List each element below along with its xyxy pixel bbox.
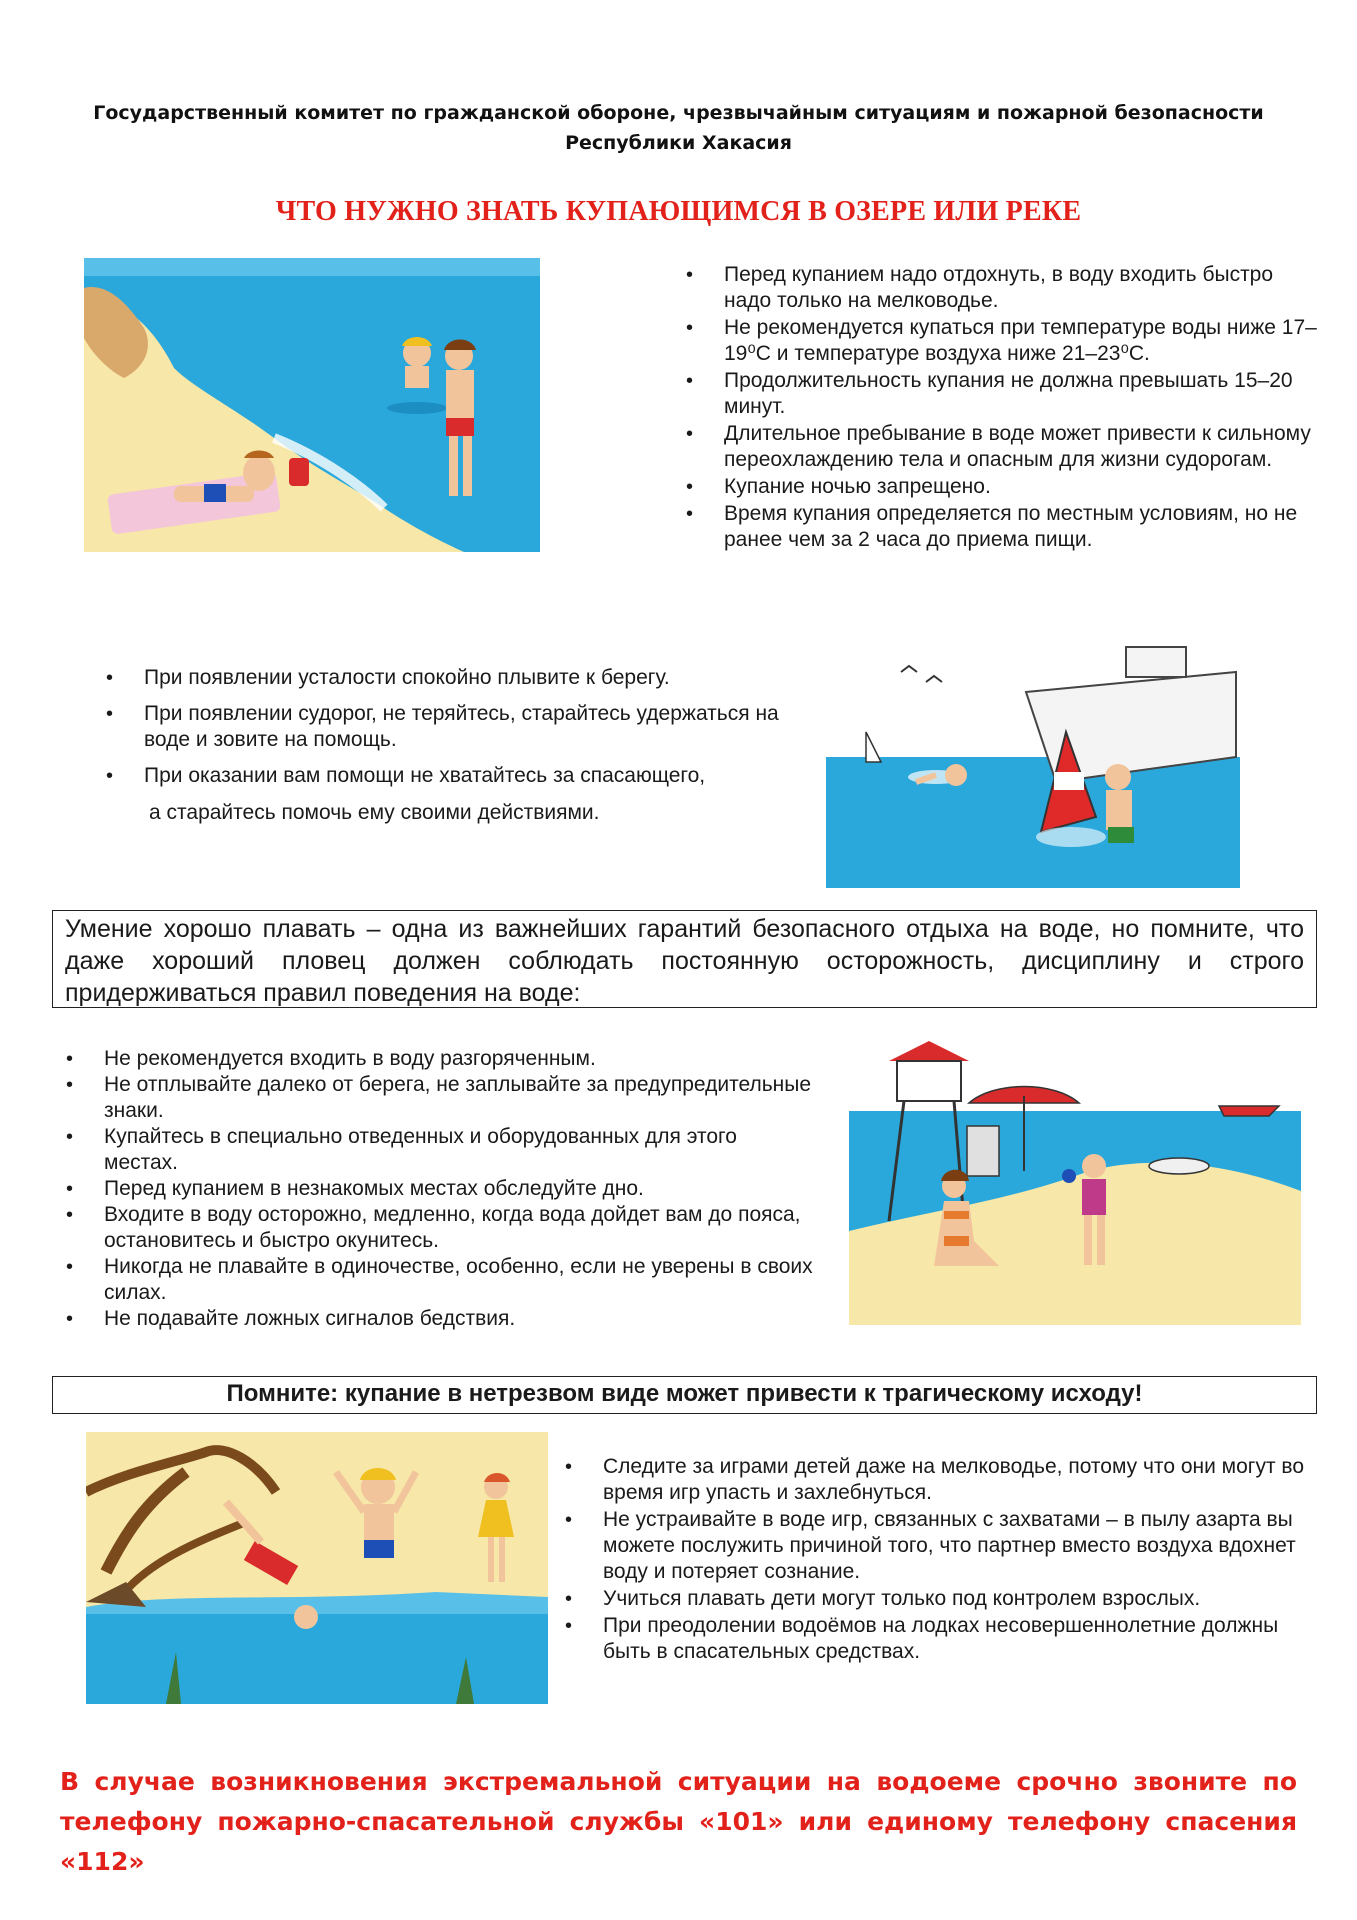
beach-children-illustration-icon <box>84 258 540 552</box>
children-diving-from-tree-illustration-icon <box>86 1432 548 1704</box>
list-item: • Не рекомендуется входить в воду разгоряченным. <box>64 1046 814 1072</box>
list-item: • Входите в воду осторожно, медленно, когда вода дойдет вам до пояса, остановитесь и быстро окунитесь. <box>64 1202 814 1254</box>
list-item: • Перед купанием в незнакомых местах обследуйте дно. <box>64 1176 814 1202</box>
list-item: • Время купания определяется по местным условиям, но не ранее чем за 2 часа до приема пищи. <box>684 501 1324 553</box>
organization-header <box>60 98 1297 158</box>
section3-list <box>64 1046 814 1332</box>
intro-text: Умение хорошо плавать – одна из важнейших гарантий безопасного отдыха на воде, но помните, что даже хороший пловец должен соблюдать постоянную осторожность, дисциплину и строго придерживаться правил поведения на воде: <box>65 915 1304 1007</box>
list-item: • Не устраивайте в воде игр, связанных с захватами – в пылу азарта вы можете послужить причиной того, что партнер вместо воздуха вдохнет воду и потеряет сознание. <box>563 1507 1323 1585</box>
intro-box <box>52 910 1317 1008</box>
section2-continuation: а старайтесь помочь ему своими действиями. <box>149 801 600 824</box>
warning-text: Помните: купание в нетрезвом виде может привести к трагическому исходу! <box>226 1380 1143 1407</box>
organization-name: Государственный комитет по гражданской обороне, чрезвычайным ситуациям и пожарной безопасности <box>93 102 1264 124</box>
list-item: • Учиться плавать дети могут только под контролем взрослых. <box>563 1586 1323 1612</box>
section2-list <box>104 665 804 789</box>
emergency-phone-notice: В случае возникновения экстремальной ситуации на водоеме срочно звоните по телефону пожарно-спасательной службы «101» или единому телефону спасения «112» <box>60 1767 1297 1876</box>
list-item: • Купание ночью запрещено. <box>684 474 1324 500</box>
list-item: • Следите за играми детей даже на мелководье, потому что они могут во время игр упасть и захлебнуться. <box>563 1454 1323 1506</box>
section4-list <box>563 1454 1323 1665</box>
list-item: • Перед купанием надо отдохнуть, в воду входить быстро надо только на мелководье. <box>684 262 1324 314</box>
list-item: • При преодолении водоёмов на лодках несовершеннолетние должны быть в спасательных средствах. <box>563 1613 1323 1665</box>
beach-lifeguard-tower-illustration-icon <box>849 1031 1301 1325</box>
organization-region: Республики Хакасия <box>565 132 792 154</box>
list-item: • При появлении судорог, не теряйтесь, старайтесь удержаться на воде и зовите на помощь. <box>104 701 804 753</box>
list-item: • Не отплывайте далеко от берега, не заплывайте за предупредительные знаки. <box>64 1072 814 1124</box>
list-item: • При появлении усталости спокойно плывите к берегу. <box>104 665 804 691</box>
page-title: ЧТО НУЖНО ЗНАТЬ КУПАЮЩИМСЯ В ОЗЕРЕ ИЛИ РЕКЕ <box>275 196 1082 227</box>
list-item: • Продолжительность купания не должна превышать 15–20 минут. <box>684 368 1324 420</box>
warning-box <box>52 1376 1317 1414</box>
swimmer-ship-buoy-illustration-icon <box>826 632 1240 888</box>
list-item: • Никогда не плавайте в одиночестве, особенно, если не уверены в своих силах. <box>64 1254 814 1306</box>
list-item: • При оказании вам помощи не хватайтесь за спасающего, <box>104 763 804 789</box>
list-item: • Длительное пребывание в воде может привести к сильному переохлаждению тела и опасным для жизни судорогам. <box>684 421 1324 473</box>
list-item: • Купайтесь в специально отведенных и оборудованных для этого местах. <box>64 1124 814 1176</box>
list-item: • Не рекомендуется купаться при температуре воды ниже 17–19⁰С и температуре воздуха ниже 21–23⁰С. <box>684 315 1324 367</box>
section1-list <box>684 262 1324 553</box>
list-item: • Не подавайте ложных сигналов бедствия. <box>64 1306 814 1332</box>
